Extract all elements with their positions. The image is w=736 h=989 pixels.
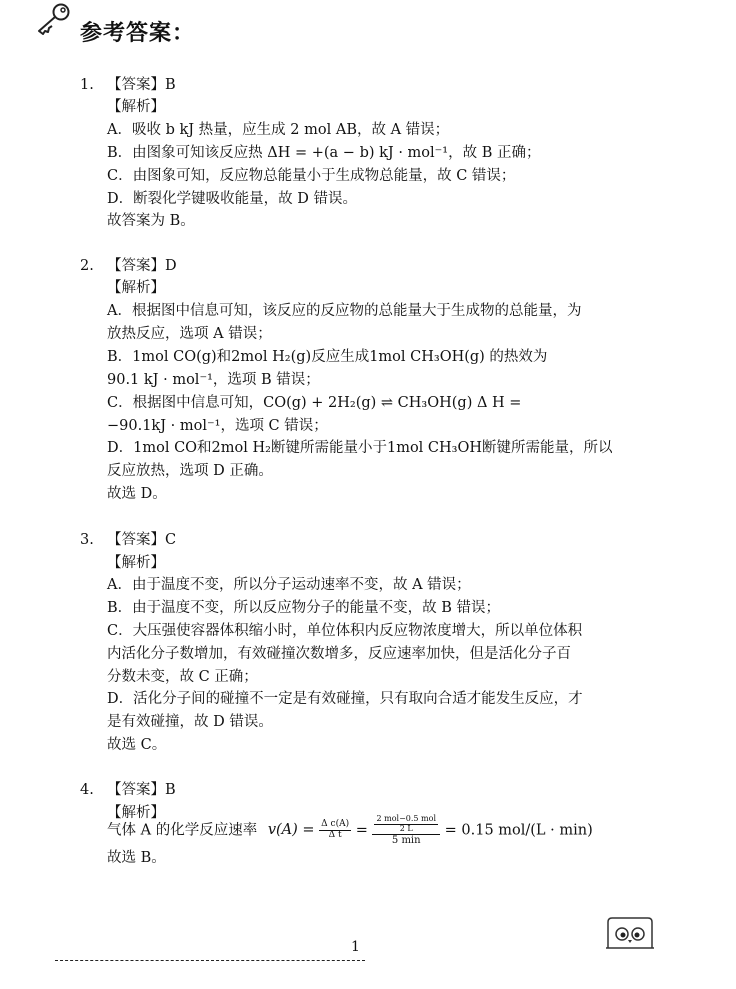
fraction-numerator: Δ c(A) <box>321 818 350 829</box>
text-line: A．由于温度不变，所以分子运动速率不变，故 A 错误； <box>107 577 471 593</box>
text-line: 是有效碰撞，故 D 错误。 <box>107 714 273 730</box>
text-line: B．1mol CO(g)和2mol H₂(g)反应生成1mol CH₃OH(g) 的热效为 <box>107 349 548 365</box>
answer-line: 【答案】B <box>107 77 176 93</box>
conclusion-line: 故答案为 B。 <box>107 213 195 229</box>
text-line: A．根据图中信息可知，该反应的反应物的总能量大于生成物的总能量，为 <box>107 303 582 319</box>
conclusion-line: 故选 D。 <box>107 486 167 502</box>
text-line: A．吸收 b kJ 热量，应生成 2 mol AB，故 A 错误； <box>107 122 450 138</box>
analysis-label: 【解析】 <box>107 555 165 571</box>
rate-formula <box>107 815 593 846</box>
answer-line: 【答案】C <box>107 532 177 548</box>
text-line: D．断裂化学键吸收能量，故 D 错误。 <box>107 191 357 207</box>
inner-fraction <box>374 815 438 834</box>
formula-lead: 气体 A 的化学反应速率 <box>107 822 258 839</box>
question-number: 1. <box>80 77 94 93</box>
text-line: 分数未变，故 C 正确； <box>107 669 258 685</box>
fraction-denominator: Δ t <box>328 829 342 840</box>
delta-fraction <box>319 820 351 841</box>
answer-line: 【答案】D <box>107 258 177 274</box>
conclusion-line: 故选 B。 <box>107 850 166 866</box>
page-title: 参考答案： <box>80 20 196 46</box>
owl-mascot-icon <box>604 914 656 950</box>
text-line: B．由于温度不变，所以反应物分子的能量不变，故 B 错误； <box>107 600 501 616</box>
text-line: D．活化分子间的碰撞不一定是有效碰撞，只有取向合适才能发生反应，才 <box>107 691 583 707</box>
text-line: 内活化分子数增加，有效碰撞次数增多，反应速率加快，但是活化分子百 <box>107 646 571 662</box>
formula-equals: = <box>355 822 368 839</box>
fraction-numerator <box>372 815 440 835</box>
formula-result: = 0.15 mol/(L · min) <box>444 822 593 839</box>
key-icon <box>34 2 72 36</box>
question-number: 3. <box>80 532 94 548</box>
text-line: 反应放热，选项 D 正确。 <box>107 463 273 479</box>
text-line: B．由图象可知该反应热 ΔH = +(a − b) kJ · mol⁻¹，故 B 正确； <box>107 145 541 161</box>
question-number: 2. <box>80 258 94 274</box>
text-line: −90.1kJ · mol⁻¹，选项 C 错误； <box>107 418 328 434</box>
value-fraction <box>372 815 440 846</box>
analysis-label: 【解析】 <box>107 805 165 821</box>
text-line: C．大压强使容器体积缩小时，单位体积内反应物浓度增大，所以单位体积 <box>107 623 583 639</box>
formula-v: v(A) = <box>267 822 315 839</box>
question-number: 4. <box>80 782 94 798</box>
text-line: 放热反应，选项 A 错误； <box>107 326 272 342</box>
text-line: C．根据图中信息可知，CO(g) + 2H₂(g) ⇌ CH₃OH(g) Δ H = <box>107 395 522 411</box>
inner-denominator: 2 L <box>399 823 413 833</box>
page-number: 1 <box>351 939 360 955</box>
answer-line: 【答案】B <box>107 782 176 798</box>
analysis-label: 【解析】 <box>107 99 165 115</box>
text-line: C．由图象可知，反应物总能量小于生成物总能量，故 C 错误； <box>107 168 516 184</box>
dashed-divider <box>55 960 365 961</box>
text-line: 90.1 kJ · mol⁻¹，选项 B 错误； <box>107 372 320 388</box>
text-line: D．1mol CO和2mol H₂断键所需能量小于1mol CH₃OH断键所需能量，所以 <box>107 440 613 456</box>
analysis-label: 【解析】 <box>107 280 165 296</box>
conclusion-line: 故选 C。 <box>107 737 167 753</box>
inner-numerator: 2 mol−0.5 mol <box>376 814 437 823</box>
fraction-denominator: 5 min <box>391 834 421 846</box>
